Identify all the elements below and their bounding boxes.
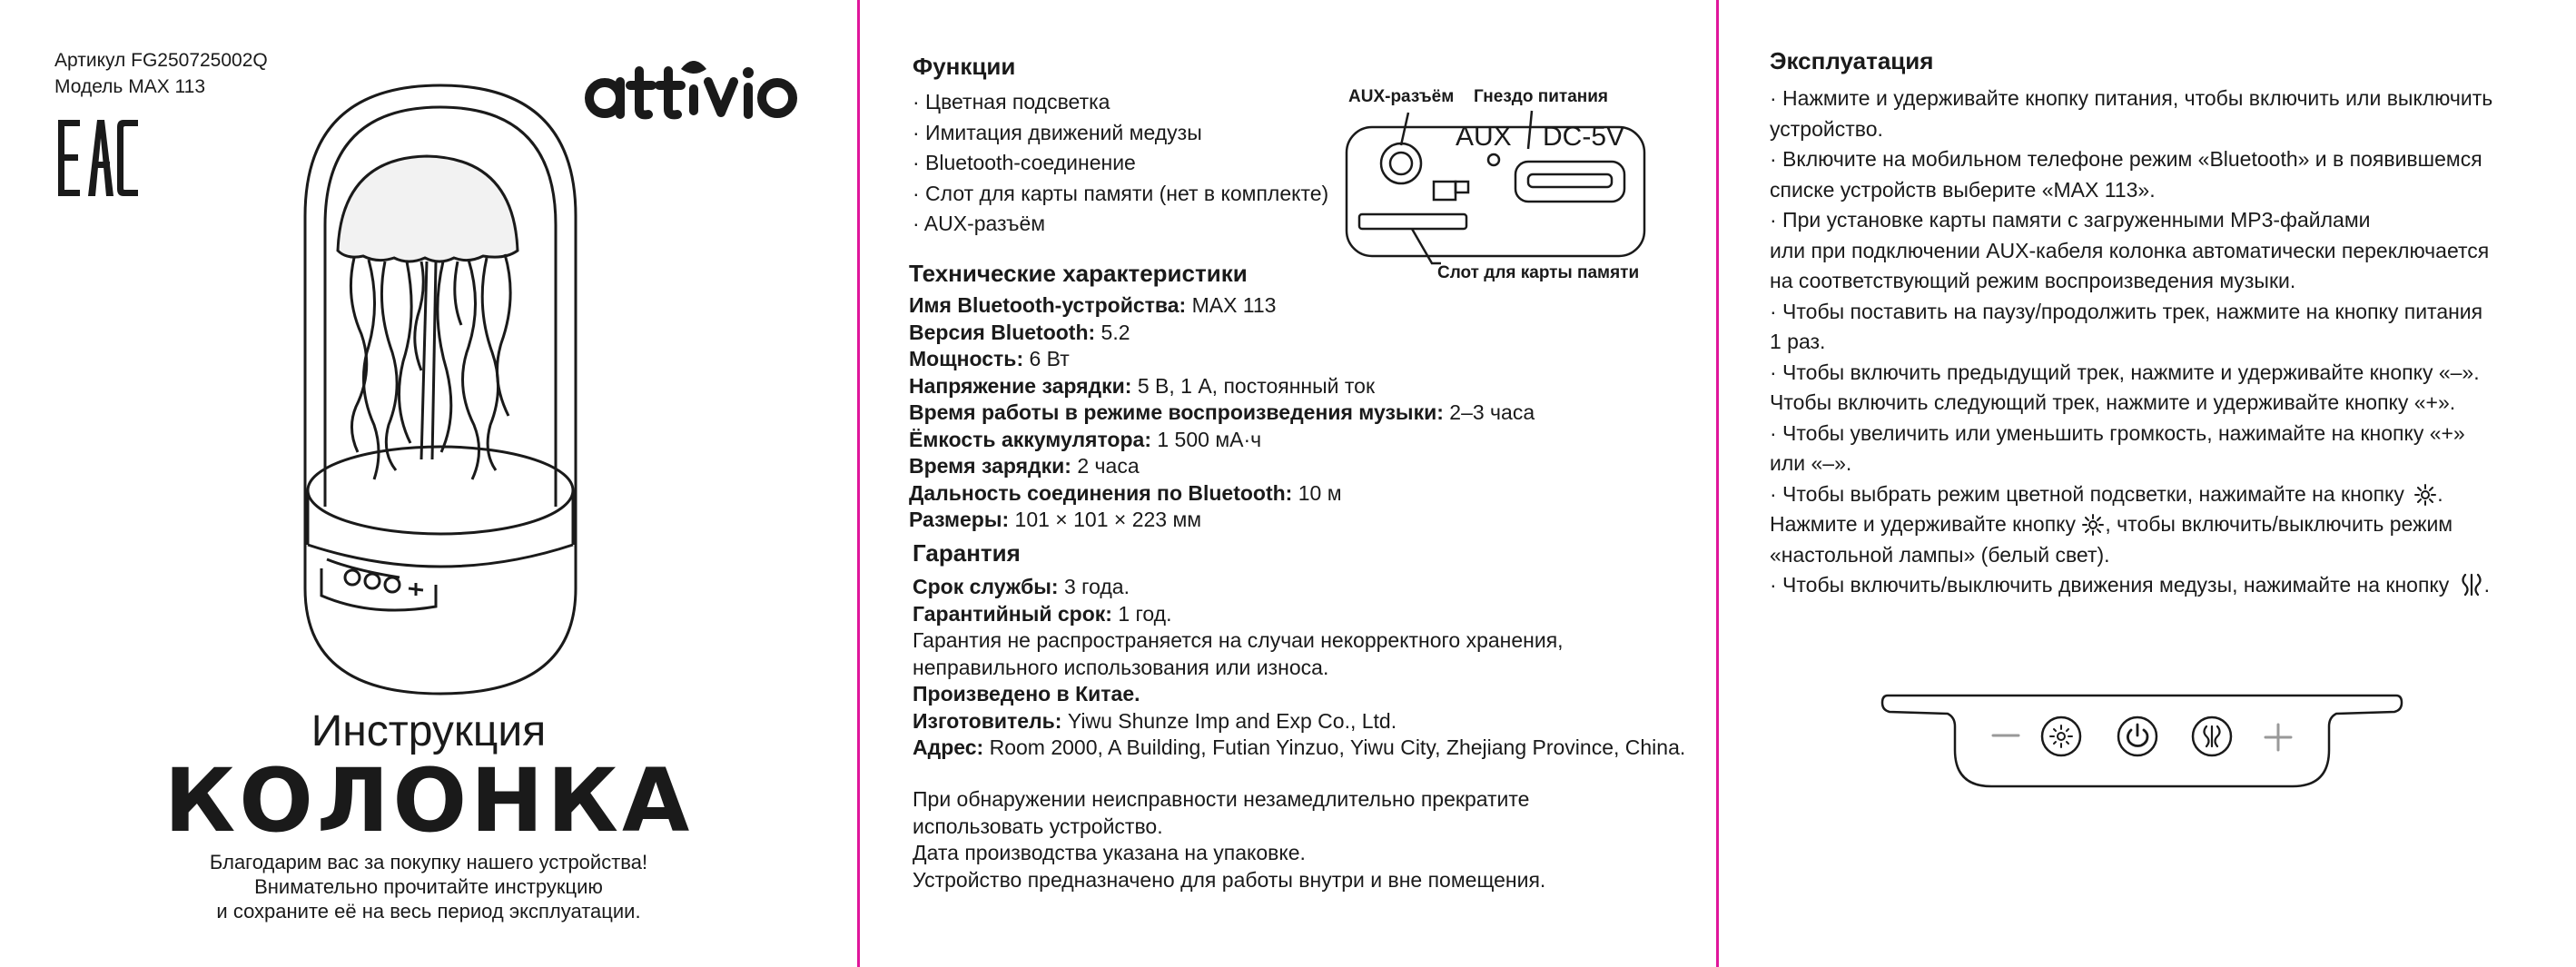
footer-line: использовать устройство. [913,814,1163,838]
power-caption: Гнездо питания [1474,87,1609,106]
safety-footer [913,786,1545,893]
slot-caption: Слот для карты памяти [1437,263,1640,282]
plus-icon [2264,723,2293,752]
list-item: · AUX-разъём [913,212,1046,235]
jellyfish-motion-icon [2459,572,2484,597]
operation-line: Чтобы включить следующий трек, нажмите и удерживайте кнопку «+». [1770,390,2456,414]
warranty-note: неправильного использования или износа. [913,655,1329,679]
operation-line: Нажмите и удерживайте кнопку , чтобы включить/выключить режим [1770,512,2453,536]
warranty-row: Гарантийный срок: 1 год. [913,601,1172,626]
operation-line: · Нажмите и удерживайте кнопку питания, чтобы включить или выключить [1770,86,2493,110]
functions-heading: Функции [913,53,1016,80]
operation-line: · Чтобы включить предыдущий трек, нажмите и удерживайте кнопку «–». [1770,360,2480,384]
operation-line: · Чтобы увеличить или уменьшить громкость, нажимайте на кнопку «+» [1770,420,2465,445]
attivio-logo [581,54,808,127]
spec-row: Размеры: 101 × 101 × 223 мм [909,508,1202,531]
operation-heading: Эксплуатация [1770,47,1934,74]
jellyfish-lamp-illustration [291,80,590,699]
functions-list [913,87,1328,240]
power-icon [2117,715,2158,757]
article-number: Артикул FG250725002Q [54,50,268,71]
list-item: · Слот для карты памяти (нет в комплекте) [913,181,1329,205]
spec-row: Ёмкость аккумулятора: 1 500 мА·ч [909,427,1262,451]
manufacturer: Изготовитель: Yiwu Shunze Imp and Exp Co., Ltd. [913,708,1397,733]
operation-line: «настольной лампы» (белый свет). [1770,542,2110,567]
operation-text [1770,84,2492,601]
list-item: · Имитация движений медузы [913,120,1202,144]
thanks-note [0,850,857,923]
warranty-heading: Гарантия [913,539,1021,567]
operation-line: · Чтобы поставить на паузу/продолжить трек, нажмите на кнопку питания [1770,299,2483,323]
list-item: · Цветная подсветка [913,90,1110,113]
warranty-block [913,574,1685,762]
operation-line: или при подключении AUX-кабеля колонка автоматически переключается [1770,238,2490,262]
operation-line: · Чтобы выбрать режим цветной подсветки, нажимайте на кнопку . [1770,481,2443,506]
sun-light-icon [2040,715,2082,757]
operation-line: · Чтобы включить/выключить движения медузы, нажимайте на кнопку . [1770,573,2491,597]
instruction-title: Инструкция [311,707,547,755]
address: Адрес: Room 2000, A Building, Futian Yinzuo, Yiwu City, Zhejiang Province, China. [913,735,1686,759]
left-panel [0,0,857,967]
spec-row: Время работы в режиме воспроизведения музыки: 2–3 часа [909,400,1535,424]
footer-line: Устройство предназначено для работы внутри и вне помещения. [913,867,1546,892]
aux-caption: AUX-разъём [1348,87,1455,106]
spec-row: Версия Bluetooth: 5.2 [909,320,1130,344]
operation-line: списке устройств выберите «MAX 113». [1770,177,2156,202]
operation-line: · При установке карты памяти с загруженными MP3-файлами [1770,208,2371,232]
specs-list [909,292,1535,534]
spec-row: Мощность: 6 Вт [909,347,1070,370]
sun-light-icon [2413,483,2437,507]
operation-line: на соответствующий режим воспроизведения музыки. [1770,269,2296,292]
operation-line: 1 раз. [1770,330,1826,353]
minus-icon [1991,726,2020,745]
spec-row: Напряжение зарядки: 5 В, 1 А, постоянный ток [909,373,1376,398]
middle-panel [860,0,1716,967]
thanks-line: Внимательно прочитайте инструкцию [254,875,603,898]
right-panel [1719,0,2576,967]
spec-row: Дальность соединения по Bluetooth: 10 м [909,480,1342,505]
warranty-note: Гарантия не распространяется на случаи некорректного хранения, [913,628,1564,652]
footer-line: Дата производства указана на упаковке. [913,841,1306,864]
jellyfish-motion-icon [2191,715,2233,757]
made-in: Произведено в Китае. [913,682,1140,706]
list-item: · Bluetooth-соединение [913,151,1136,174]
thanks-line: Благодарим вас за покупку нашего устройства! [209,851,648,873]
operation-line: или «–». [1770,451,1852,475]
operation-line: устройство. [1770,116,1883,141]
dc-port-label: DC-5V [1543,122,1625,152]
operation-line: · Включите на мобильном телефоне режим «Bluetooth» и в появившемся [1770,147,2482,171]
eac-mark-icon [58,120,138,196]
warranty-row: Срок службы: 3 года. [913,575,1130,598]
spec-row: Имя Bluetooth-устройства: MAX 113 [909,293,1277,317]
aux-port-label: AUX [1456,122,1512,152]
footer-line: При обнаружении неисправности незамедлительно прекратите [913,787,1530,811]
specs-heading: Технические характеристики [909,260,1248,287]
thanks-line: и сохраните её на весь период эксплуатации. [216,900,641,923]
model-number: Модель MAX 113 [54,76,206,97]
product-title: КОЛОНКА [163,750,694,852]
spec-row: Время зарядки: 2 часа [909,454,1140,478]
sun-light-icon [2081,513,2105,537]
